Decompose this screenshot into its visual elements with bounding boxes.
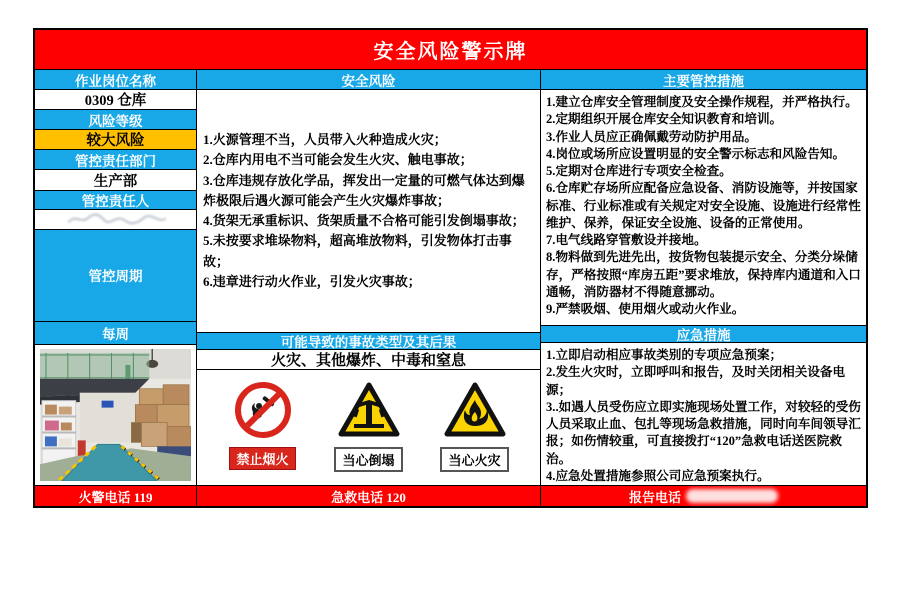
middle-column (197, 70, 541, 485)
position-value: 0309 仓库 (35, 90, 196, 110)
accident-types-value: 火灾、其他爆炸、中毒和窒息 (197, 350, 540, 370)
emergency-list (541, 343, 866, 485)
measures-list (541, 90, 866, 326)
collapse-warning-icon (338, 382, 400, 438)
emergency-header: 应急措施 (541, 326, 866, 343)
cycle-value: 每周 (35, 322, 196, 344)
emergency-item: 3..如遇人员受伤应立即实施现场处置工作，对较轻的受伤人员采取止血、包扎等现场急救措施，同时向车间领导汇报；如伤情较重，可直接拨打“120”急救电话送医院救治。 (546, 399, 861, 466)
hazard-signs (197, 370, 540, 485)
risk-item: 6.违章进行动火作业，引发火灾事故； (203, 273, 421, 289)
emergency-item: 1.立即启动相应事故类别的专项应急预案； (546, 348, 783, 362)
cycle-label: 管控周期 (35, 230, 196, 323)
sign-collapse-warning (327, 382, 411, 472)
emergency-item: 4.应急处置措施参照公司应急预案执行。 (546, 468, 770, 483)
risk-item: 1.火源管理不当，人员带入火种造成火灾； (203, 132, 447, 147)
risk-list (197, 90, 540, 333)
ambulance-phone: 急救电话 120 (197, 486, 541, 506)
accident-types-header: 可能导致的事故类型及其后果 (197, 333, 540, 350)
report-phone (541, 486, 866, 506)
dept-value: 生产部 (35, 170, 196, 191)
sign-label: 当心火灾 (440, 447, 508, 472)
measure-item: 9.严禁吸烟、使用烟火或动火作业。 (546, 302, 745, 316)
measure-item: 5.定期对仓库进行专项安全检查。 (546, 164, 732, 178)
fire-warning-icon (444, 382, 506, 438)
fire-phone: 火警电话 119 (35, 486, 197, 506)
measure-item: 4.岗位或场所应设置明显的安全警示标志和风险告知。 (546, 146, 846, 161)
risk-item: 4.货架无承重标识、货架质量不合格可能引发倒塌事故； (203, 213, 525, 229)
risk-item: 5.未按要求堆垛物料，超高堆放物料，引发物体打击事故； (203, 233, 512, 269)
measures-header: 主要管控措施 (541, 70, 866, 90)
measure-item: 3.作业人员应正确佩戴劳动防护用品。 (546, 129, 757, 144)
position-header: 作业岗位名称 (35, 70, 196, 90)
left-column (35, 70, 197, 485)
measure-item: 6.仓库贮存场所应配备应急设备、消防设施等，并按国家标准、行业标准或有关规定对安全设施、设施进行经常性维护、保养，保证安全设施、设备的正常使用。 (546, 181, 861, 230)
measure-item: 7.电气线路穿管敷设并接地。 (546, 233, 707, 247)
sign-label: 当心倒塌 (334, 447, 402, 472)
board-title: 安全风险警示牌 (35, 30, 866, 70)
risk-level-label: 风险等级 (35, 110, 196, 130)
risk-item: 2.仓库内用电不当可能会发生火灾、触电事故； (203, 152, 473, 168)
risk-level-value: 较大风险 (35, 130, 196, 150)
measure-item: 1.建立仓库安全管理制度及安全操作规程，并严格执行。 (546, 95, 858, 109)
report-phone-label: 报告电话 (628, 489, 681, 505)
emergency-item: 2.发生火灾时，立即呼叫和报告，及时关闭相关设备电源； (546, 365, 846, 397)
sign-no-open-flame (221, 382, 305, 470)
sign-fire-warning (433, 382, 517, 472)
no-open-flame-icon (235, 382, 291, 438)
signature-icon (61, 211, 171, 227)
risk-header: 安全风险 (197, 70, 540, 90)
person-label: 管控责任人 (35, 191, 196, 210)
person-signature (35, 210, 196, 230)
sign-label: 禁止烟火 (229, 447, 295, 470)
measure-item: 8.物料做到先进先出，按货物包装提示安全、分类分垛储存，严格按照“库房五距”要求堆放，保持库内通道和入口通畅，消防器材不得随意挪动。 (546, 250, 861, 299)
safety-risk-board (33, 28, 868, 508)
warehouse-photo (35, 345, 196, 485)
risk-item: 3.仓库违规存放化学品，挥发出一定量的可燃气体达到爆炸极限后遇火源可能会产生火灾爆炸事故； (203, 172, 525, 208)
right-column (541, 70, 866, 485)
dept-label: 管控责任部门 (35, 150, 196, 170)
redacted-phone-number (686, 489, 778, 503)
phone-footer (35, 485, 866, 506)
measure-item: 2.定期组织开展仓库安全知识教育和培训。 (546, 112, 783, 127)
warehouse-photo-icon (40, 349, 191, 481)
